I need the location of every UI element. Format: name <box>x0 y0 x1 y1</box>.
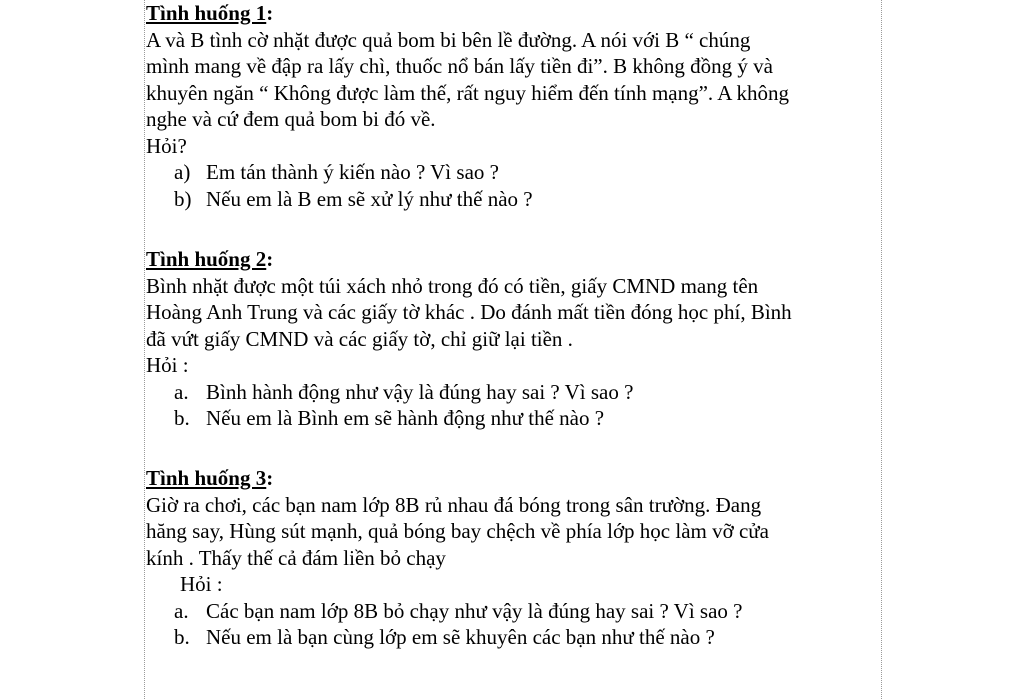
question-label: Hỏi? <box>146 133 187 158</box>
question-marker: a. <box>174 379 189 404</box>
question-marker: b) <box>174 186 192 211</box>
question-text: Nếu em là B em sẽ xử lý như thế nào ? <box>206 186 533 211</box>
situation-text-line: nghe và cứ đem quả bom bi đó về. <box>146 107 436 131</box>
question-text: Em tán thành ý kiến nào ? Vì sao ? <box>206 160 499 184</box>
situation-title-colon: : <box>266 466 274 490</box>
left-margin-guide <box>144 0 145 699</box>
situation-title: Tình huống 2 <box>146 247 267 271</box>
situation-text-line: đã vứt giấy CMND và các giấy tờ, chỉ giữ lại tiền . <box>146 326 573 351</box>
situation-3 <box>146 465 769 651</box>
question-item <box>146 624 769 651</box>
question-marker: b. <box>174 625 190 649</box>
situation-heading <box>146 465 769 492</box>
question-list <box>146 379 792 432</box>
question-text: Các bạn nam lớp 8B bỏ chạy như vậy là đúng hay sai ? Vì sao ? <box>206 598 743 623</box>
question-text: Bình hành động như vậy là đúng hay sai ? Vì sao ? <box>206 379 634 404</box>
question-item <box>146 159 789 186</box>
question-label: Hỏi : <box>146 353 189 377</box>
situation-title-colon: : <box>266 1 274 25</box>
situation-text-line: Giờ ra chơi, các bạn nam lớp 8B rủ nhau đá bóng trong sân trường. Đang <box>146 492 762 517</box>
situation-text-line: hăng say, Hùng sút mạnh, quả bóng bay chệch về phía lớp học làm vỡ cửa <box>146 519 769 543</box>
question-label: Hỏi : <box>180 572 223 596</box>
question-marker: a. <box>174 598 189 623</box>
situation-heading <box>146 0 789 27</box>
question-item <box>146 405 792 432</box>
situation-1 <box>146 0 789 212</box>
question-marker: a) <box>174 160 191 184</box>
situation-title: Tình huống 3 <box>146 466 267 490</box>
situation-title: Tình huống 1 <box>146 1 267 25</box>
question-item <box>146 598 769 625</box>
question-list <box>146 598 769 651</box>
situation-text-line: kính . Thấy thế cả đám liền bỏ chạy <box>146 545 446 570</box>
question-item <box>146 186 789 213</box>
question-list <box>146 159 789 212</box>
situation-text-line: A và B tình cờ nhặt được quả bom bi bên lề đường. A nói với B “ chúng <box>146 27 751 52</box>
situation-2 <box>146 246 792 432</box>
situation-text-line: mình mang về đập ra lấy chì, thuốc nổ bán lấy tiền đi”. B không đồng ý và <box>146 54 773 78</box>
right-margin-guide <box>881 0 882 699</box>
question-marker: b. <box>174 406 190 430</box>
question-text: Nếu em là Bình em sẽ hành động như thế nào ? <box>206 406 605 430</box>
situation-text-line: khuyên ngăn “ Không được làm thế, rất nguy hiểm đến tính mạng”. A không <box>146 80 790 105</box>
situation-text-line: Bình nhặt được một túi xách nhỏ trong đó có tiền, giấy CMND mang tên <box>146 273 759 298</box>
situation-title-colon: : <box>266 247 274 271</box>
question-text: Nếu em là bạn cùng lớp em sẽ khuyên các bạn như thế nào ? <box>206 625 715 649</box>
question-item <box>146 379 792 406</box>
situation-heading <box>146 246 792 273</box>
situation-text-line: Hoàng Anh Trung và các giấy tờ khác . Do đánh mất tiền đóng học phí, Bình <box>146 300 792 324</box>
